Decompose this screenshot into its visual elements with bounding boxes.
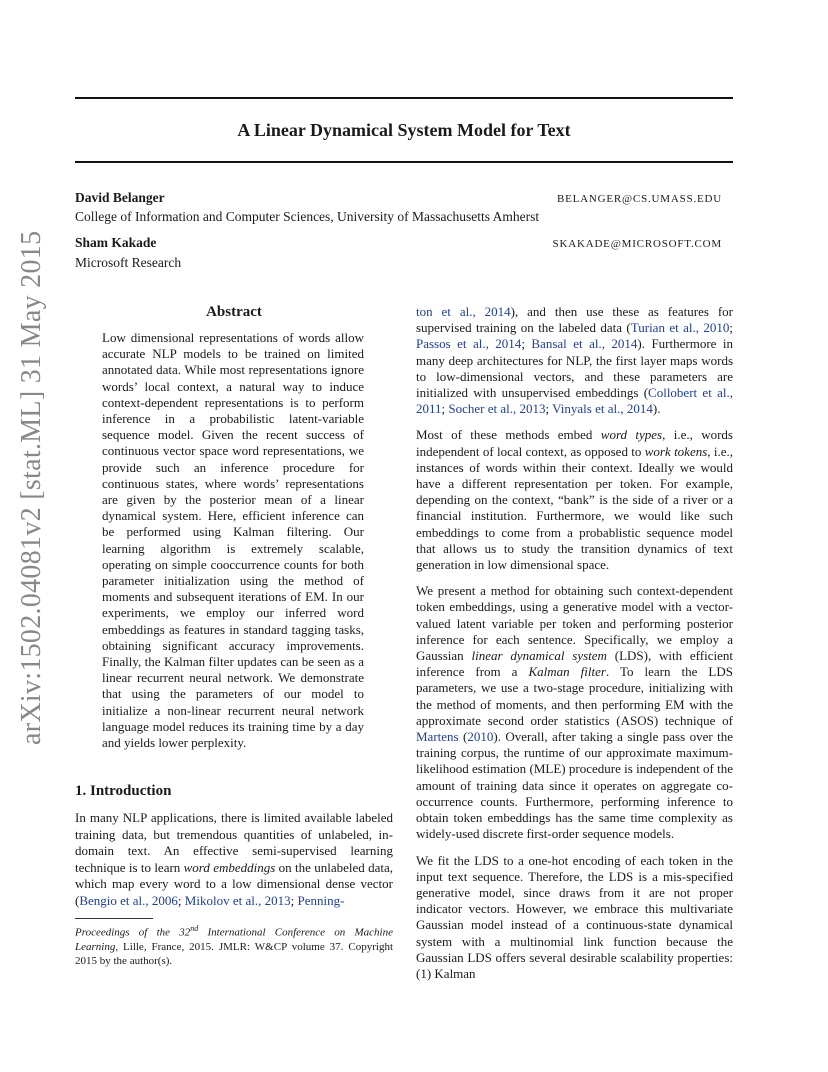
citation-link[interactable]: Penning-: [297, 892, 345, 908]
body-paragraph: ton et al., 2014), and then use these as features for supervised training on the labeled data (Turian et al., 2010; Passos et al., 2014; Bansal et al., 2014). Furthermore in many deep architectures for NLP, the first layer maps words to low-dimensional vectors, and these parameters are initialized with unsupervised embeddings (Collobert et al., 2011; Socher et al., 2013; Vinyals et al., 2014).: [416, 304, 733, 417]
citation-link[interactable]: 2010: [467, 729, 494, 745]
citation-link[interactable]: Passos et al., 2014: [416, 336, 522, 352]
citation-link[interactable]: Turian et al., 2010: [630, 320, 730, 336]
top-rule: [75, 97, 733, 99]
footnote-rule: [75, 918, 153, 919]
paper-title: A Linear Dynamical System Model for Text: [237, 120, 571, 140]
introduction-heading: 1. Introduction: [75, 783, 172, 799]
author-email-2: SKAKADE@MICROSOFT.COM: [552, 238, 722, 250]
abstract-body: Low dimensional representations of words allow accurate NLP models to be trained on limited annotated data. While most representations ignore words’ local context, a natural way to induce context-dependent representations is to perform inference in a probabilistic latent-variable sequence model. Given the recent success of continuous vector space word representations, we provide such an inference procedure for continuous states, where words’ representations are given by the posterior mean of a linear dynamical system. Here, efficient inference can be performed using Kalman filtering. Our learning algorithm is extremely scalable, operating on simple cooccurrence counts for both parameter initialization using the method of moments and subsequent iterations of EM. In our experiments, we employ our inferred word embeddings as features in standard tagging tasks, obtaining significant accuracy improvements. Finally, the Kalman filter updates can be seen as a linear recurrent neural network. We demonstrate that using the parameters of our model to initialize a non-linear recurrent neural network language model reduces its training time by a day and yields lower perplexity.: [102, 330, 364, 751]
citation-link[interactable]: Collobert et al., 2011: [416, 385, 733, 417]
arxiv-identifier: arXiv:1502.04081v2 [stat.ML] 31 May 2015: [16, 230, 47, 745]
proceedings-footnote: Proceedings of the 32nd International Conference on Machine Learning, Lille, France, 2015. JMLR: W&CP volume 37. Copyright 2015 by the author(s).: [75, 924, 393, 967]
author-affiliation-2: Microsoft Research: [75, 255, 182, 270]
body-paragraph: Most of these methods embed word types, i.e., words independent of local context, as opposed to work tokens, i.e., instances of words within their context. Ideally we would have a different representation per token. For example, depending on the context, “bank” is the side of a river or a financial institution. Furthermore, we would like such embeddings to come from a probablistic sequence model that allows us to study the transition dynamics of text generation in low dimensional space.: [416, 427, 733, 573]
citation-link[interactable]: Vinyals et al., 2014: [552, 401, 653, 417]
citation-link[interactable]: Martens: [416, 729, 459, 745]
citation-link[interactable]: Socher et al., 2013: [448, 401, 546, 417]
citation-link[interactable]: Mikolov et al., 2013: [184, 892, 291, 908]
abstract-heading: Abstract: [206, 304, 262, 320]
author-name-2: Sham Kakade: [75, 235, 157, 250]
body-paragraph: We fit the LDS to a one-hot encoding of each token in the input text sequence. Therefore, the LDS is a mis-specified generative model, since draws from it are not proper indicator vectors. However, we embrace this multivariate Gaussian model instead of a continuous-state dynamical system with a multinomial link function because the Gaussian LDS offers several desirable scalability properties: (1) Kalman: [416, 852, 733, 981]
author-affiliation-1: College of Information and Computer Sciences, University of Massachusetts Amherst: [75, 209, 540, 224]
right-column: [416, 304, 733, 992]
title-rule: [75, 161, 733, 163]
author-name-1: David Belanger: [75, 190, 165, 205]
body-paragraph: We present a method for obtaining such context-dependent token embeddings, using a generative model with a vector-valued latent variable per token and performing posterior inference for each sentence. Specifically, we employ a Gaussian linear dynamical system (LDS), with efficient inference from a Kalman filter. To learn the LDS parameters, we use a two-stage procedure, initializing with the method of moments, and then performing EM with the approximate second order statistics (ASOS) technique of Martens (2010). Overall, after taking a single pass over the training corpus, the runtime of our approximate maximum-likelihood estimation (MLE) procedure is independent of the amount of training data since it operates on aggregate co-occurrence counts. Furthermore, performing inference to obtain token embeddings has the same time complexity as widely-used discrete first-order sequence models.: [416, 583, 733, 842]
citation-link[interactable]: ton et al., 2014: [416, 304, 511, 319]
citation-link[interactable]: Bengio et al., 2006: [79, 892, 178, 908]
author-email-1: BELANGER@CS.UMASS.EDU: [556, 193, 722, 205]
introduction-paragraph: In many NLP applications, there is limited available labeled training data, but tremendous quantities of unlabeled, in-domain text. An effective semi-supervised learning technique is to learn word embeddings on the unlabeled data, which map every word to a low dimensional dense vector (Bengio et al., 2006; Mikolov et al., 2013; Penning-: [75, 810, 393, 908]
citation-link[interactable]: Bansal et al., 2014: [531, 336, 638, 352]
